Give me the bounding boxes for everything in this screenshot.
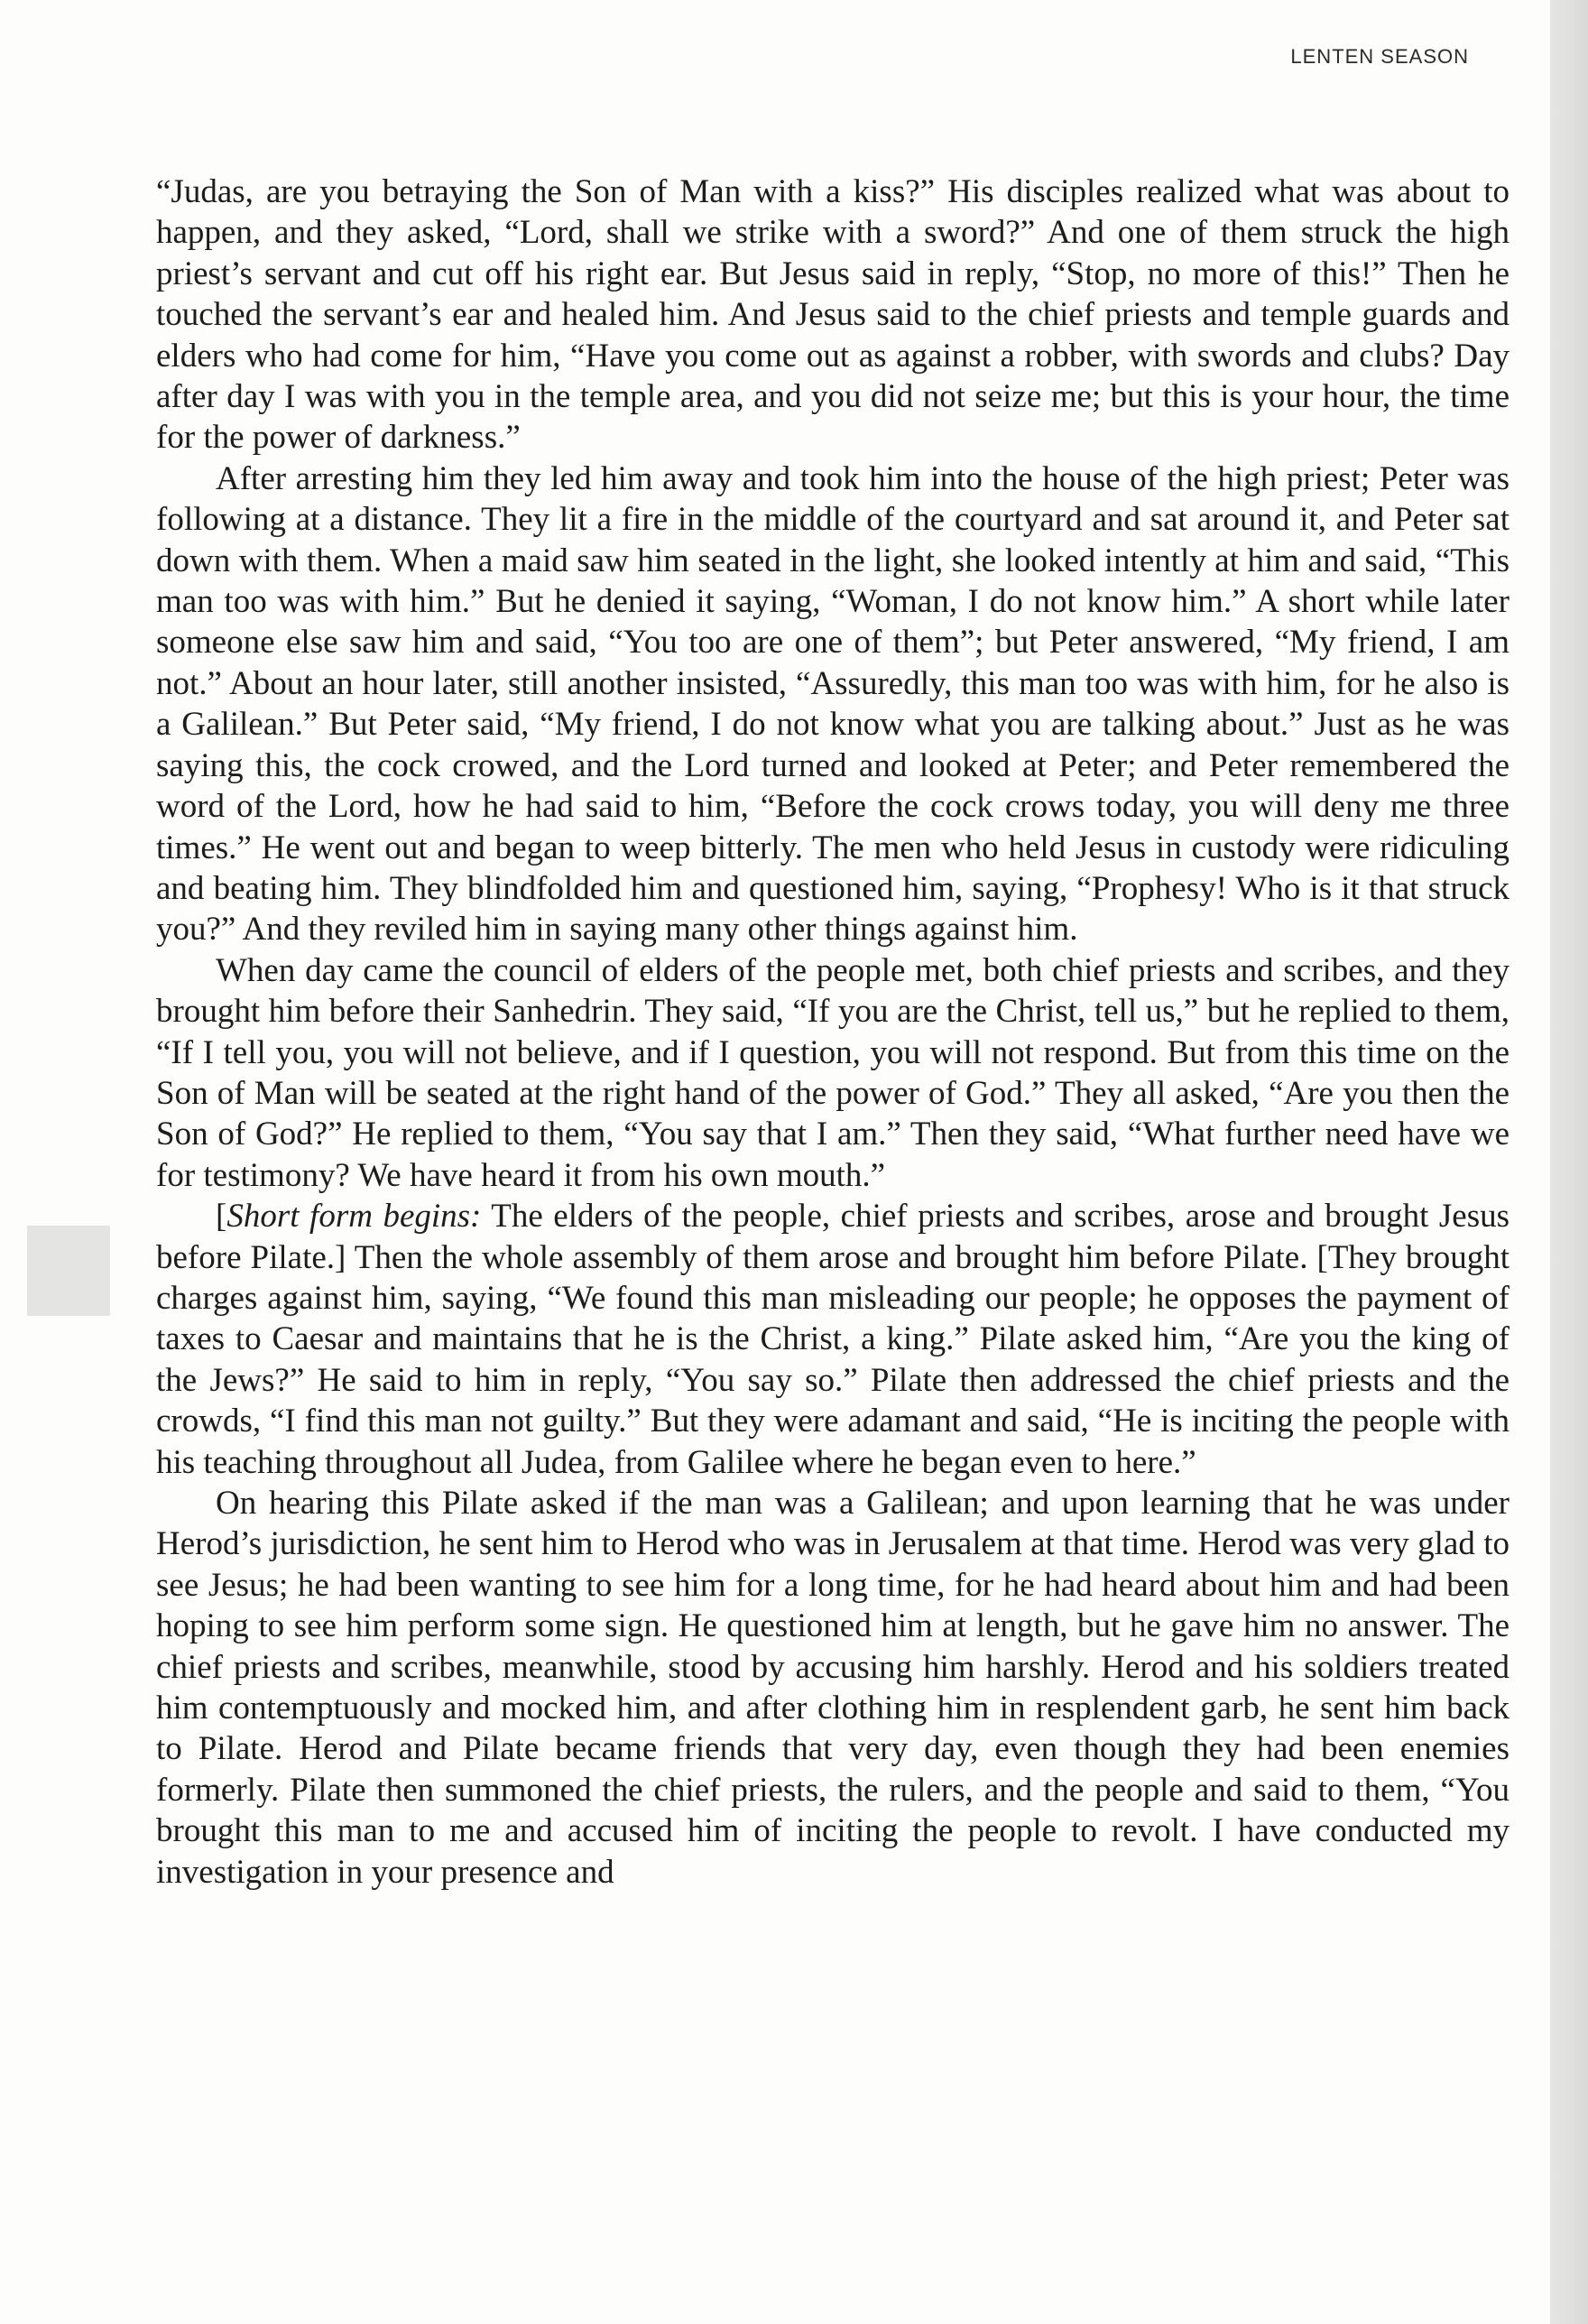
paragraph: After arresting him they led him away and took him into the house of the high priest; Peter was following at a distance. They lit a fire in the middle of the courtyard and sat around it, and Peter sat down with them. When a maid saw him seated in the light, she looked intently at him and said, “This man too was with him.” But he denied it saying, “Woman, I do not know him.” A short while later someone else saw him and said, “You too are one of them”; but Peter answered, “My friend, I am not.” About an hour later, still another insisted, “Assuredly, this man too was with him, for he also is a Galilean.” But Peter said, “My friend, I do not know what you are talking about.” Just as he was saying this, the cock crowed, and the Lord turned and looked at Peter; and Peter remembered the word of the Lord, how he had said to him, “Before the cock crows today, you will deny me three times.” He went out and began to weep bitterly. The men who held Jesus in custody were ridiculing and beating him. They blindfolded him and questioned him, saying, “Prophesy! Who is it that struck you?” And they reviled him in saying many other things against him. <box>156 459 1510 949</box>
running-head: LENTEN SEASON <box>1290 45 1469 68</box>
short-form-label: Short form begins: <box>226 1198 482 1236</box>
page-edge-shadow <box>1550 0 1588 2324</box>
paragraph <box>156 1196 1510 1483</box>
paragraph: When day came the council of elders of the people met, both chief priests and scribes, and they brought him before their Sanhedrin. They said, “If you are the Christ, tell us,” but he replied to them, “If I tell you, you will not believe, and if I question, you will not respond. But from this time on the Son of Man will be seated at the right hand of the power of God.” They all asked, “Are you then the Son of God?” He replied to them, “You say that I am.” Then they said, “What further need have we for testimony? We have heard it from his own mouth.” <box>156 951 1510 1194</box>
paragraph-text: The elders of the people, chief priests and scribes, arose and brought Jesus before Pilate.] Then the whole assembly of them arose and brought him before Pilate. [They brought charges against him, saying, “We found this man misleading our people; he opposes the payment of taxes to Caesar and maintains that he is the Christ, a king.” Pilate asked him, “Are you the king of the Jews?” He said to him in reply, “You say so.” Pilate then addressed the chief priests and the crowds, “I find this man not guilty.” But they were adamant and said, “He is inciting the people with his teaching throughout all Judea, from Galilee where he began even to here.” <box>156 1198 1510 1481</box>
open-bracket: [ <box>216 1198 227 1236</box>
paragraph: “Judas, are you betraying the Son of Man with a kiss?” His disciples realized what was about to happen, and they asked, “Lord, shall we strike with a sword?” And one of them struck the high priest’s servant and cut off his right ear. But Jesus said in reply, “Stop, no more of this!” Then he touched the servant’s ear and healed him. And Jesus said to the chief priests and temple guards and elders who had come for him, “Have you come out as against a robber, with swords and clubs? Day after day I was with you in the temple area, and you did not seize me; but this is your hour, the time for the power of darkness.” <box>156 173 1510 457</box>
paragraph: On hearing this Pilate asked if the man was a Galilean; and upon learning that he was under Herod’s jurisdiction, he sent him to Herod who was in Jerusalem at that time. Herod was very glad to see Jesus; he had been wanting to see him for a long time, for he had heard about him and had been hoping to see him perform some sign. He questioned him at length, but he gave him no answer. The chief priests and scribes, meanwhile, stood by accusing him harshly. Herod and his soldiers treated him contemptuously and mocked him, and after clothing him in resplendent garb, he sent him back to Pilate. Herod and Pilate became friends that very day, even though they had been enemies formerly. Pilate then summoned the chief priests, the rulers, and the people and said to them, “You brought this man to me and accused him of inciting the people to revolt. I have conducted my investigation in your presence and <box>156 1485 1510 1891</box>
reading-text <box>156 171 1510 1893</box>
side-tab-marker <box>27 1226 110 1316</box>
